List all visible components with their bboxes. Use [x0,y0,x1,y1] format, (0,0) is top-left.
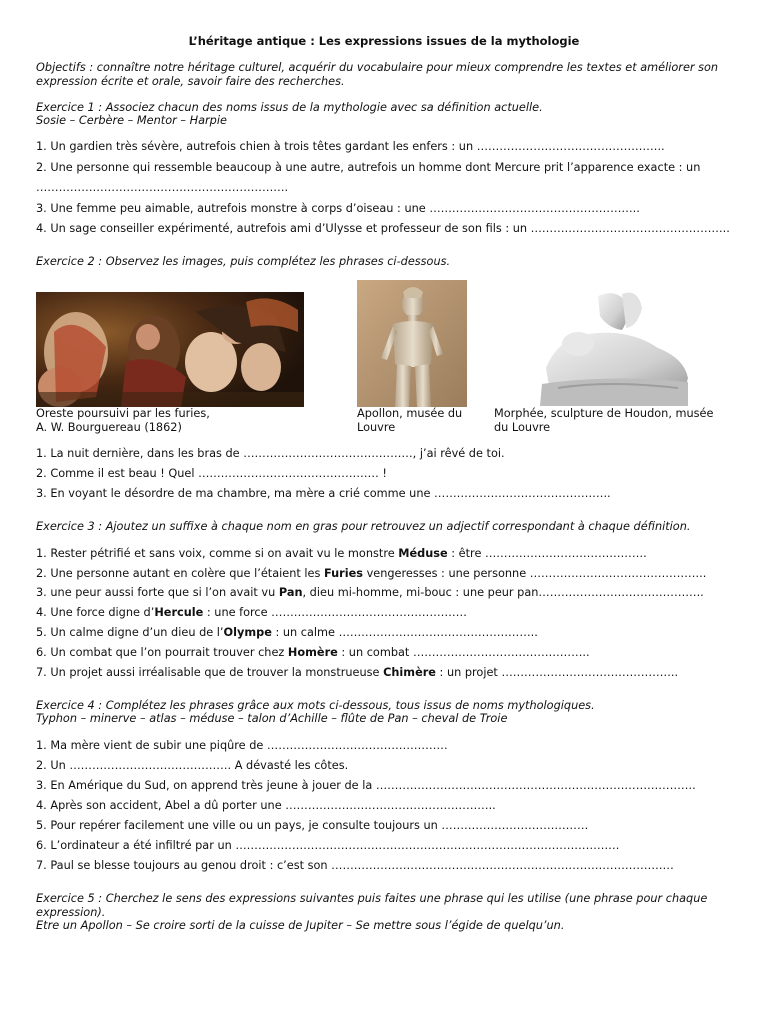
ex2-item: 2. Comme il est beau ! Quel ………………………………………… ! [36,467,387,480]
caption-morphee [494,407,713,434]
ex3-text: : un calme …………………………………………….. [271,626,538,639]
ex4-item: 5. Pour repérer facilement une ville ou un pays, je consulte toujours un ………………………………… [36,819,589,832]
ex3-bold-word: Pan [278,586,303,599]
ex4-item: 4. Après son accident, Abel a dû porter une ……………………………………………….. [36,799,496,812]
ex3-text: 7. Un projet aussi irréalisable que de trouver la monstrueuse [36,666,384,679]
ex5-instruction: Exercice 5 : Cherchez le sens des expressions suivantes puis faites une phrase qui les utilise (une phrase pour chaque expression). [36,892,708,919]
ex3-item [36,567,736,580]
ex3-text: 6. Un combat que l’on pourrait trouver chez [36,646,288,659]
caption-oreste [36,407,210,434]
ex3-text: 5. Un calme digne d’un dieu de l’ [36,626,224,639]
ex1-item: 3. Une femme peu aimable, autrefois monstre à corps d’oiseau : une ……………………………………………….. [36,202,640,215]
ex3-text: 3. une peur aussi forte que si l’on avait vu [36,586,279,599]
ex1-instruction: Exercice 1 : Associez chacun des noms issus de la mythologie avec sa définition actuelle. [36,101,543,114]
ex4-instruction: Exercice 4 : Complétez les phrases grâce aux mots ci-dessous, tous issus de noms mythologiques. [36,699,595,712]
ex3-item [36,666,736,679]
ex4-item: 7. Paul se blesse toujours au genou droit : c’est son ………………………………………………………………………………. [36,859,674,872]
ex1-item: 1. Un gardien très sévère, autrefois chien à trois têtes gardant les enfers : un ………………………………………….. [36,140,665,153]
ex3-item [36,547,736,560]
ex1-item: 4. Un sage conseiller expérimenté, autrefois ami d’Ulysse et professeur de son fils : un …………………………………………….. [36,222,730,235]
caption-line: Morphée, sculpture de Houdon, musée [494,407,714,420]
caption-line: Oreste poursuivi par les furies, [36,407,210,420]
ex3-text: vengeresses : une personne ……………………………………….. [363,567,707,580]
ex3-bold-word: Olympe [223,626,272,639]
caption-line: A. W. Bourguereau (1862) [36,420,182,434]
ex3-item [36,586,736,599]
ex3-instruction: Exercice 3 : Ajoutez un suffixe à chaque nom en gras pour retrouvez un adjectif correspondant à chaque définition. [36,520,691,533]
ex3-text: : un projet ……………………………………….. [435,666,679,679]
ex2-item: 3. En voyant le désordre de ma chambre, ma mère a crié comme une ……………………………………….. [36,487,611,500]
page-title: L’héritage antique : Les expressions issues de la mythologie [188,34,580,48]
ex3-text: : un combat ……………………………………….. [337,646,590,659]
ex5-expressions: Etre un Apollon – Se croire sorti de la cuisse de Jupiter – Se mettre sous l’égide de quelqu’un. [36,919,565,932]
ex3-bold-word: Méduse [398,547,448,560]
ex4-words: Typhon – minerve – atlas – méduse – talon d’Achille – flûte de Pan – cheval de Troie [36,712,508,725]
ex4-item: 2. Un ……………………………………. A dévasté les côtes. [36,759,349,772]
ex2-instruction: Exercice 2 : Observez les images, puis complétez les phrases ci-dessous. [36,255,451,268]
ex3-text: : une force ……………………………………………. [203,606,467,619]
ex3-text: 4. Une force digne d’ [36,606,155,619]
ex3-item [36,646,736,659]
ex4-item: 6. L’ordinateur a été infiltré par un ………………………………………………………………………………………… [36,839,620,852]
caption-line: Apollon, musée du [357,407,463,420]
ex1-item: 2. Une personne qui ressemble beaucoup à une autre, autrefois un homme dont Mercure prit l’apparence exacte : un [36,161,701,174]
objectives: Objectifs : connaître notre héritage culturel, acquérir du vocabulaire pour mieux comprendre les textes et améliorer son expression écrite et orale, savoir faire des recherches. [36,61,719,88]
ex3-bold-word: Hercule [154,606,204,619]
caption-line: du Louvre [494,420,551,434]
ex3-bold-word: Homère [287,646,338,659]
caption-apollon [357,407,462,434]
ex3-text: 1. Rester pétrifié et sans voix, comme si on avait vu le monstre [36,547,399,560]
ex3-text: 2. Une personne autant en colère que l’étaient les [36,567,324,580]
ex2-item: 1. La nuit dernière, dans les bras de ………………………………………, j’ai rêvé de toi. [36,447,505,460]
ex3-text: , dieu mi-homme, mi-bouc : une peur pan…………………………………….. [302,586,704,599]
statue-apollon-image [357,280,467,407]
ex3-item [36,606,736,619]
ex4-item: 1. Ma mère vient de subir une piqûre de ………………………………………… [36,739,448,752]
caption-line: Louvre [357,420,396,434]
ex4-item: 3. En Amérique du Sud, on apprend très jeune à jouer de la …………………………………………………………………………. [36,779,696,792]
ex1-words: Sosie – Cerbère – Mentor – Harpie [36,114,227,127]
ex3-item [36,626,736,639]
painting-oreste-image [36,292,304,407]
ex3-text: : être ……………………………………. [447,547,647,560]
ex3-bold-word: Chimère [383,666,436,679]
ex3-bold-word: Furies [323,567,363,580]
sculpture-morphee-image [538,288,690,406]
ex1-item: …………………………………………………………. [36,181,289,194]
